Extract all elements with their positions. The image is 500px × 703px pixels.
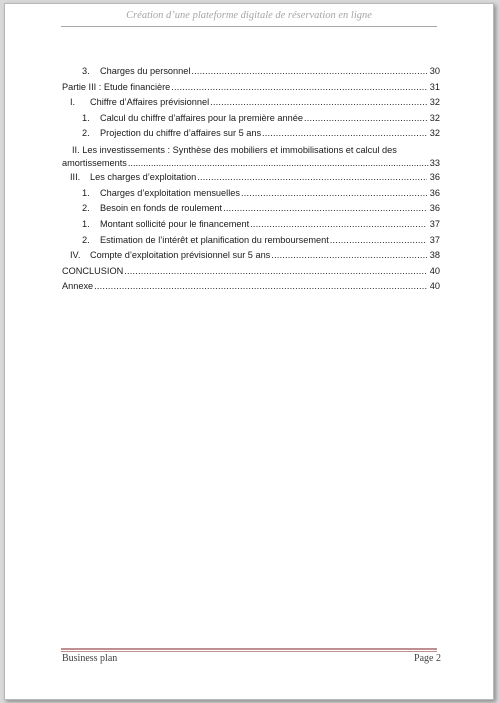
toc-entry-page: 33: [429, 157, 440, 168]
table-of-contents: [62, 64, 440, 295]
toc-entry-page: 31: [429, 81, 440, 92]
toc-leader-dots: [171, 80, 427, 96]
toc-entry[interactable]: [62, 64, 440, 80]
toc-entry-page: 32: [429, 112, 440, 123]
toc-entry-page: 36: [429, 172, 440, 183]
toc-entry[interactable]: [62, 248, 440, 264]
toc-entry-title-continued: amortissements: [62, 157, 127, 168]
toc-entry-number: 1.: [82, 218, 90, 229]
footer-page-number: Page 2: [414, 653, 441, 664]
toc-entry-title: Charges d’exploitation mensuelles: [100, 187, 240, 198]
page-header: Création d’une plateforme digitale de réservation en ligne: [126, 10, 372, 21]
toc-entry-page: 38: [429, 250, 440, 261]
toc-entry-title: Les charges d’exploitation: [90, 172, 197, 183]
toc-entry[interactable]: [62, 233, 440, 249]
toc-entry[interactable]: [62, 144, 440, 169]
toc-entry[interactable]: [62, 217, 440, 233]
toc-entry-title: Partie III : Etude financière: [62, 81, 171, 92]
toc-entry-page: 30: [429, 66, 440, 76]
toc-entry[interactable]: [62, 279, 440, 295]
toc-entry[interactable]: [62, 95, 440, 111]
footer-divider-thin: [61, 651, 437, 652]
toc-entry-title: Les investissements : Synthèse des mobiliers et immobilisations et calcul des: [82, 144, 397, 155]
toc-leader-dots: [250, 217, 427, 233]
toc-entry-title: Calcul du chiffre d’affaires pour la première année: [100, 112, 303, 123]
toc-entry-number: 2.: [82, 128, 90, 139]
toc-leader-dots: [128, 157, 429, 170]
toc-entry-title: Projection du chiffre d’affaires sur 5 ans: [100, 128, 262, 139]
toc-leader-dots: [94, 279, 427, 295]
toc-entry-title: Montant sollicité pour le financement: [100, 218, 250, 229]
toc-leader-dots: [241, 186, 427, 202]
toc-leader-dots: [191, 64, 427, 80]
toc-entry-title: Chiffre d’Affaires prévisionnel: [90, 97, 210, 108]
toc-entry-number: 3.: [82, 66, 90, 76]
toc-entry-page: 40: [429, 281, 440, 292]
toc-entry-page: 37: [429, 218, 440, 229]
toc-leader-dots: [262, 126, 427, 142]
toc-entry[interactable]: [62, 170, 440, 186]
toc-leader-dots: [304, 111, 427, 127]
footer-document-name: Business plan: [62, 653, 118, 664]
toc-entry-number: 2.: [82, 234, 90, 245]
toc-entry-number: 2.: [82, 203, 90, 214]
footer-divider: [61, 648, 437, 650]
toc-leader-dots: [271, 248, 427, 264]
toc-entry-title: Annexe: [62, 281, 94, 292]
toc-leader-dots: [223, 201, 427, 217]
toc-entry[interactable]: [62, 111, 440, 127]
toc-leader-dots: [124, 264, 427, 280]
toc-entry-number: I.: [70, 97, 76, 108]
toc-entry[interactable]: [62, 126, 440, 142]
toc-entry[interactable]: [62, 80, 440, 96]
toc-entry-number: III.: [70, 172, 81, 183]
toc-entry-page: 37: [429, 234, 440, 245]
toc-entry-number: II.: [72, 144, 80, 155]
toc-entry-number: 1.: [82, 112, 90, 123]
toc-leader-dots: [197, 170, 427, 186]
document-page: [4, 3, 494, 700]
toc-entry-number: IV.: [70, 250, 81, 261]
toc-entry-title: Compte d’exploitation prévisionnel sur 5 ans: [90, 250, 271, 261]
toc-entry-title: CONCLUSION: [62, 265, 124, 276]
toc-leader-dots: [210, 95, 427, 111]
toc-entry-page: 40: [429, 265, 440, 276]
toc-entry[interactable]: [62, 201, 440, 217]
toc-entry-page: 32: [429, 128, 440, 139]
toc-entry-title: Estimation de l’intérêt et planification du remboursement: [100, 234, 329, 245]
toc-leader-dots: [330, 233, 427, 249]
toc-entry-number: 1.: [82, 187, 90, 198]
header-divider: [61, 26, 437, 27]
toc-entry-page: 32: [429, 97, 440, 108]
toc-entry-page: 36: [429, 203, 440, 214]
toc-entry[interactable]: [62, 186, 440, 202]
toc-entry-page: 36: [429, 187, 440, 198]
toc-entry[interactable]: [62, 264, 440, 280]
toc-entry-title: Besoin en fonds de roulement: [100, 203, 223, 214]
toc-entry-title: Charges du personnel: [100, 66, 191, 76]
